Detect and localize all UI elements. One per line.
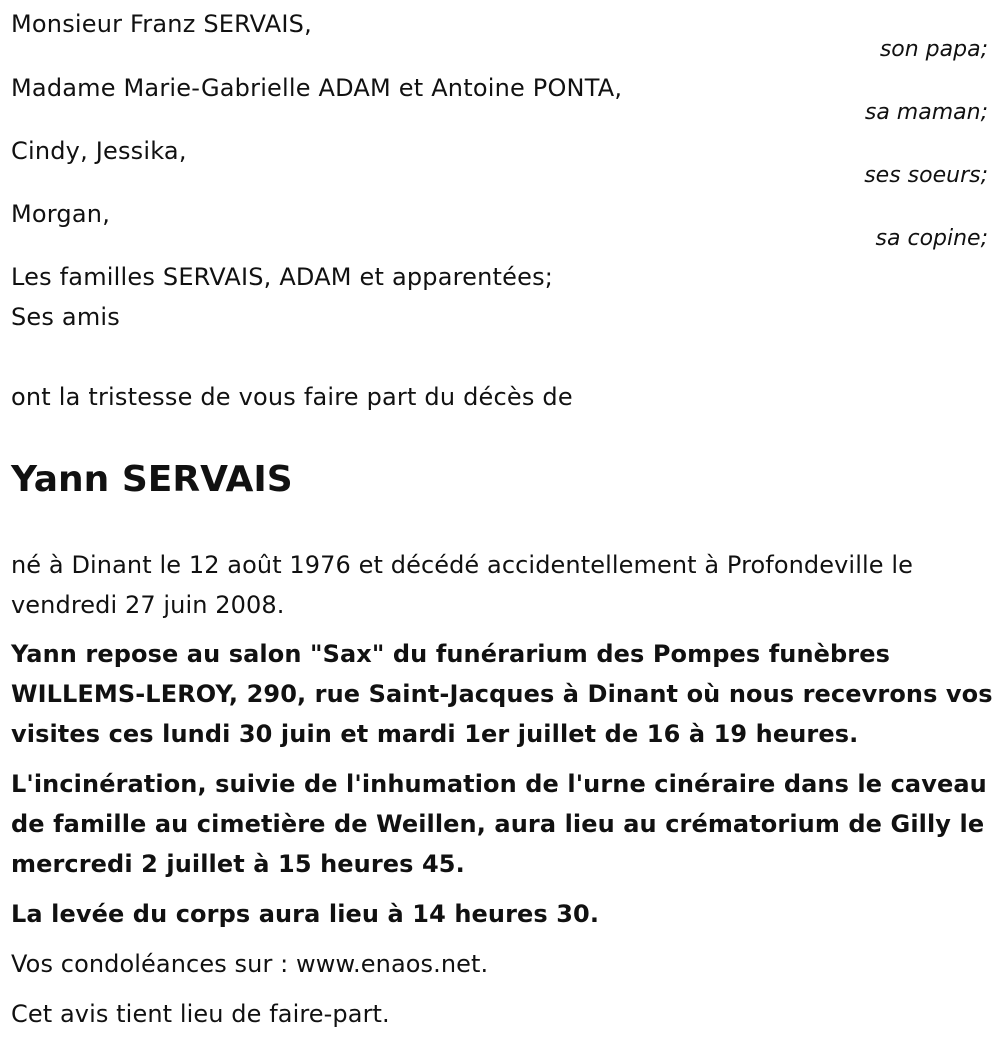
family-relation-1: sa maman;: [864, 100, 988, 125]
ceremony-paragraph: L'incinération, suivie de l'inhumation de l'urne cinéraire dans le caveau de famille au cimetière de Weillen, aura lieu au crématorium de Gilly le mercredi 2 juillet à 15 heures 45.: [11, 770, 987, 878]
birth-death-paragraph: né à Dinant le 12 août 1976 et décédé accidentellement à Profondeville le vendredi 27 juin 2008.: [11, 551, 913, 619]
family-relation-0: son papa;: [879, 37, 988, 62]
deceased-name: Yann SERVAIS: [11, 459, 293, 500]
family-name-2: Cindy, Jessika,: [11, 137, 187, 165]
friends-line: Ses amis: [11, 303, 120, 331]
announcement: ont la tristesse de vous faire part du décès de: [11, 383, 573, 411]
families-line: Les familles SERVAIS, ADAM et apparentées;: [11, 263, 554, 291]
family-relation-3: sa copine;: [875, 226, 988, 251]
family-name-3: Morgan,: [11, 200, 111, 228]
condolences-paragraph: Vos condoléances sur : www.enaos.net.: [11, 950, 489, 978]
visitation-paragraph: Yann repose au salon "Sax" du funérarium des Pompes funèbres WILLEMS-LEROY, 290, rue Saint-Jacques à Dinant où nous recevrons vos visites ces lundi 30 juin et mardi 1er juillet de 16 à 19 heures.: [11, 640, 993, 748]
family-relation-2: ses soeurs;: [864, 163, 988, 188]
departure-paragraph: La levée du corps aura lieu à 14 heures 30.: [11, 900, 600, 928]
family-name-0: Monsieur Franz SERVAIS,: [11, 10, 312, 38]
family-name-1: Madame Marie-Gabrielle ADAM et Antoine PONTA,: [11, 74, 623, 102]
notice-paragraph: Cet avis tient lieu de faire-part.: [11, 1000, 390, 1028]
